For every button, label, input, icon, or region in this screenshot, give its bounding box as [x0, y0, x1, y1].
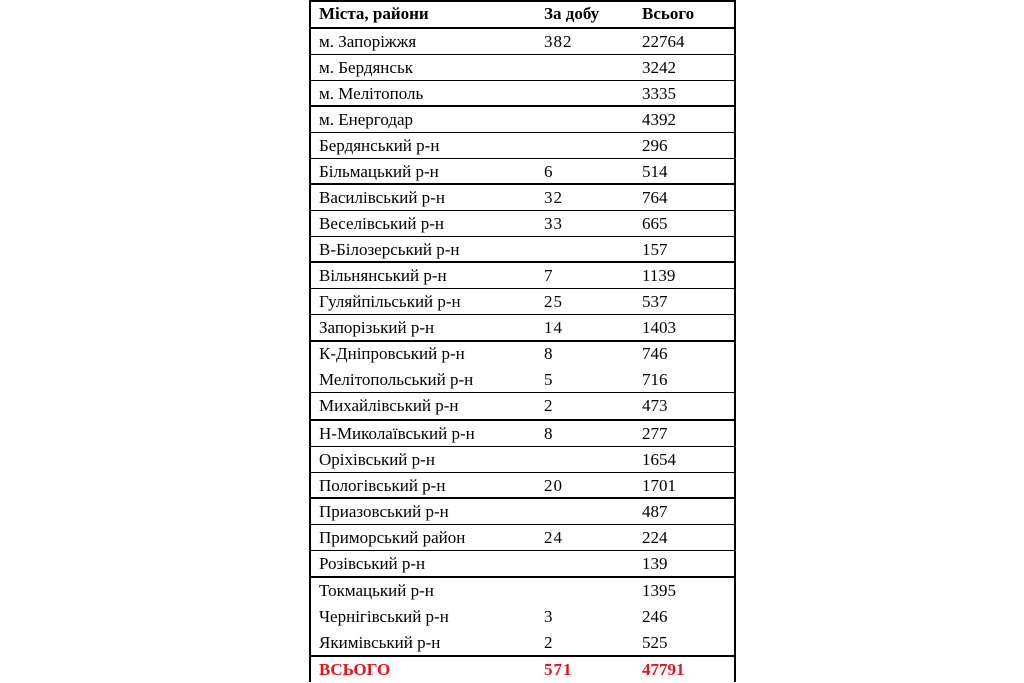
total-day: 571 [544, 660, 573, 679]
row-name: В-Білозерський р-н [319, 240, 460, 259]
table-row [311, 55, 734, 81]
row-total: 246 [642, 607, 668, 626]
table-row [311, 630, 734, 656]
row-name: Веселівський р-н [319, 214, 445, 233]
row-day: 2 [544, 633, 554, 652]
table-divider [311, 236, 734, 237]
row-name: Чернігівський р-н [319, 607, 449, 626]
table-divider [311, 54, 734, 55]
row-day: 5 [544, 370, 554, 389]
table-row [311, 185, 734, 211]
table-divider [311, 524, 734, 525]
header-total: Всього [642, 4, 695, 23]
row-total: 764 [642, 188, 668, 207]
row-day: 25 [544, 292, 563, 311]
table-divider [311, 419, 734, 421]
row-name: Мелітопольський р-н [319, 370, 474, 389]
row-name: Н-Миколаївський р-н [319, 424, 475, 443]
row-day: 20 [544, 476, 563, 495]
table-divider [311, 158, 734, 159]
table-row [311, 367, 734, 393]
row-day: 3 [544, 607, 554, 626]
table-divider [311, 340, 734, 342]
row-name: Пологівський р-н [319, 476, 446, 495]
table-divider [311, 261, 734, 263]
row-total: 3242 [642, 58, 676, 77]
row-total: 514 [642, 162, 668, 181]
table-row [311, 263, 734, 289]
total-label: ВСЬОГО [319, 660, 391, 679]
header-day: За добу [544, 4, 600, 23]
row-total: 1654 [642, 450, 676, 469]
table-divider [311, 392, 734, 393]
row-name: Більмацький р-н [319, 162, 439, 181]
row-name: Михайлівський р-н [319, 396, 459, 415]
covid-cases-table [309, 0, 736, 682]
row-day: 7 [544, 266, 554, 285]
row-total: 525 [642, 633, 668, 652]
table-row [311, 578, 734, 604]
table-divider [311, 497, 734, 499]
row-day: 32 [544, 188, 563, 207]
table-divider [311, 183, 734, 185]
row-total: 3335 [642, 84, 676, 103]
table-row [311, 604, 734, 630]
table-row [311, 107, 734, 133]
row-day: 14 [544, 318, 563, 337]
header-name: Міста, райони [319, 4, 429, 23]
row-name: Розівський р-н [319, 554, 426, 573]
table-row [311, 499, 734, 525]
row-total: 139 [642, 554, 668, 573]
table-divider [311, 472, 734, 473]
table-divider [311, 655, 734, 657]
table-row [311, 341, 734, 367]
row-name: Бердянський р-н [319, 136, 440, 155]
table-divider [311, 314, 734, 315]
row-total: 1395 [642, 581, 676, 600]
row-name: Вільнянський р-н [319, 266, 447, 285]
row-total: 1139 [642, 266, 676, 285]
table-header [311, 1, 734, 27]
row-name: Запорізький р-н [319, 318, 435, 337]
table-row [311, 473, 734, 499]
row-total: 277 [642, 424, 668, 443]
table-divider [311, 80, 734, 81]
table-row [311, 315, 734, 341]
row-total: 157 [642, 240, 668, 259]
row-total: 224 [642, 528, 668, 547]
row-name: Гуляйпільський р-н [319, 292, 461, 311]
row-name: м. Енергодар [319, 110, 414, 129]
row-total: 473 [642, 396, 668, 415]
row-name: Токмацький р-н [319, 581, 434, 600]
row-total: 537 [642, 292, 668, 311]
table-row [311, 159, 734, 185]
row-name: К-Дніпровський р-н [319, 344, 465, 363]
table-divider [311, 288, 734, 289]
table-row [311, 81, 734, 107]
row-day: 24 [544, 528, 563, 547]
row-total: 1403 [642, 318, 676, 337]
total-row [311, 657, 734, 683]
table-row [311, 421, 734, 447]
row-name: Якимівський р-н [319, 633, 441, 652]
row-total: 1701 [642, 476, 676, 495]
row-name: Приморський район [319, 528, 466, 547]
table-divider [311, 446, 734, 447]
row-name: м. Бердянськ [319, 58, 413, 77]
table-row [311, 447, 734, 473]
table-divider [311, 27, 734, 29]
row-name: м. Запоріжжя [319, 32, 417, 51]
row-day: 2 [544, 396, 554, 415]
table-row [311, 237, 734, 263]
table-divider [311, 132, 734, 133]
row-day: 33 [544, 214, 563, 233]
row-total: 4392 [642, 110, 676, 129]
row-name: Василівський р-н [319, 188, 445, 207]
row-name: м. Мелітополь [319, 84, 424, 103]
row-total: 22764 [642, 32, 685, 51]
table-row [311, 525, 734, 551]
table-divider [311, 210, 734, 211]
row-day: 8 [544, 424, 554, 443]
row-total: 746 [642, 344, 668, 363]
row-day: 382 [544, 32, 573, 51]
table-divider [311, 0, 734, 2]
row-total: 716 [642, 370, 668, 389]
row-name: Приазовський р-н [319, 502, 449, 521]
table-row [311, 29, 734, 55]
table-divider [311, 550, 734, 551]
table-row [311, 393, 734, 419]
row-day: 8 [544, 344, 554, 363]
table-row [311, 211, 734, 237]
total-sum: 47791 [642, 660, 685, 679]
table-divider [311, 105, 734, 107]
row-total: 487 [642, 502, 668, 521]
row-total: 296 [642, 136, 668, 155]
table-row [311, 133, 734, 159]
row-name: Оріхівський р-н [319, 450, 435, 469]
table-row [311, 289, 734, 315]
row-total: 665 [642, 214, 668, 233]
table-row [311, 551, 734, 577]
table-divider [311, 576, 734, 578]
row-day: 6 [544, 162, 554, 181]
